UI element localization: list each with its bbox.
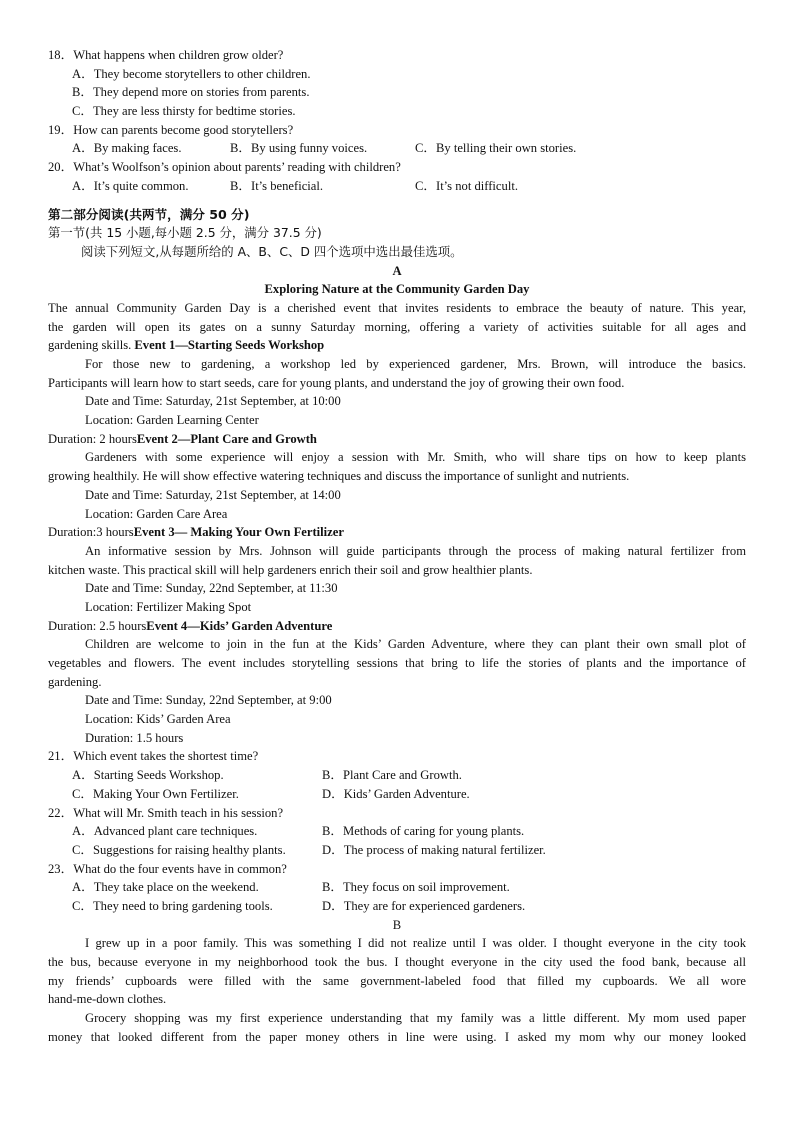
- question-21-options-row-2: [48, 785, 746, 804]
- event-1-location: Location: Garden Learning Center: [85, 413, 259, 428]
- question-21-option-b: B．Plant Care and Growth.: [322, 768, 462, 783]
- intro-text-end: gardening skills.: [48, 338, 135, 353]
- question-18-option-b: B．They depend more on stories from parents.: [72, 85, 310, 100]
- question-22-option-d: D．The process of making natural fertilizer.: [322, 842, 546, 857]
- question-21-option-d: D．Kids’ Garden Adventure.: [322, 786, 470, 801]
- event-4-title: Event 4—Kids’ Garden Adventure: [146, 618, 333, 633]
- question-20-option-b: B．It’s beneficial.: [230, 178, 324, 193]
- question-18-option-c: C．They are less thirsty for bedtime stories.: [72, 104, 296, 119]
- question-21-stem: 21．Which event takes the shortest time?: [48, 749, 259, 764]
- passage-a-intro-line-3: [48, 336, 746, 355]
- question-23-option-d: D．They are for experienced gardeners.: [322, 898, 526, 913]
- event-3-date: Date and Time: Sunday, 22nd September, at 11:30: [85, 581, 338, 596]
- question-20-option-a: A．It’s quite common.: [72, 178, 189, 193]
- event-3-duration: Duration: 2.5 hours: [48, 618, 147, 633]
- passage-a-title: Exploring Nature at the Community Garden Day: [264, 282, 530, 297]
- event-3-title: Event 3— Making Your Own Fertilizer: [133, 525, 344, 540]
- passage-b-p1-line-4: hand-me-down clothes.: [48, 992, 167, 1007]
- event-1-title: Event 1—Starting Seeds Workshop: [134, 338, 325, 353]
- question-22-option-c: C．Suggestions for raising healthy plants.: [72, 842, 286, 857]
- question-23-stem: 23．What do the four events have in common?: [48, 861, 287, 876]
- event-2-date: Date and Time: Saturday, 21st September, at 14:00: [85, 487, 341, 502]
- passage-b-p2-line-2: money that looked different from the paper money others in line were using. I asked my mom why our money looked: [48, 1029, 746, 1044]
- event-1-duration-line: [48, 430, 746, 449]
- passage-b-p1-line-3: my friends’ cupboards were filled with the same government-labeled food that filled my cupboards. We all wore: [48, 973, 746, 988]
- event-3-desc-line-2: kitchen waste. This practical skill will help gardeners enrich their soil and grow healthier plants.: [48, 562, 533, 577]
- question-20-option-c: C．It’s not difficult.: [415, 178, 518, 193]
- event-2-duration: Duration:3 hours: [48, 525, 134, 540]
- question-22-options-row-2: [48, 841, 746, 860]
- passage-b-p1-line-2: the bus, because everyone in my neighborhood took the bus. I thought everyone in the city used the food bank, because all: [48, 955, 746, 969]
- event-3-desc-line-1: An informative session by Mrs. Johnson will guide participants through the process of making natural fertilizer from: [85, 543, 746, 558]
- passage-a-intro-line-1: The annual Community Garden Day is a cherished event that invites residents to embrace the beauty of nature. This year,: [48, 300, 746, 315]
- question-21-options-row-1: [48, 766, 746, 785]
- event-1-desc-line-1: For those new to gardening, a workshop led by experienced gardener, Mrs. Brown, will introduce the basics.: [85, 357, 746, 371]
- question-18-option-a: A．They become storytellers to other children.: [72, 66, 311, 81]
- event-4-location: Location: Kids’ Garden Area: [85, 712, 231, 727]
- question-18-stem: 18．What happens when children grow older?: [48, 48, 284, 62]
- question-20-options: [48, 177, 746, 196]
- event-2-title: Event 2—Plant Care and Growth: [136, 431, 317, 446]
- event-3-duration-line: [48, 617, 746, 636]
- part-two-heading: 第二部分阅读(共两节，满分 50 分): [48, 206, 250, 222]
- question-23-option-b: B．They focus on soil improvement.: [322, 880, 510, 895]
- question-23-options-row-1: [48, 878, 746, 897]
- question-23-option-a: A．They take place on the weekend.: [72, 880, 259, 895]
- event-1-date: Date and Time: Saturday, 21st September, at 10:00: [85, 394, 341, 409]
- question-22-stem: 22．What will Mr. Smith teach in his session?: [48, 805, 284, 820]
- question-19-option-a: A．By making faces.: [72, 141, 182, 156]
- event-4-date: Date and Time: Sunday, 22nd September, at 9:00: [85, 693, 332, 708]
- event-4-desc-line-2: vegetables and flowers. The event includes storytelling sessions that bring to life the stories of plants and the importance of: [48, 656, 746, 670]
- question-22-option-b: B．Methods of caring for young plants.: [322, 824, 525, 839]
- question-19-options: [48, 139, 746, 158]
- event-1-duration: Duration: 2 hours: [48, 431, 137, 446]
- section-one-heading: 第一节(共 15 小题,每小题 2.5 分，满分 37.5 分): [48, 225, 322, 241]
- passage-b-letter: B: [392, 917, 402, 932]
- passage-b-p1-line-1: I grew up in a poor family. This was something I did not realize until I was older. I thought everyone in the city took: [85, 936, 746, 951]
- event-4-desc-line-3: gardening.: [48, 674, 102, 689]
- event-2-location: Location: Garden Care Area: [85, 506, 228, 521]
- event-2-desc-line-2: growing healthily. He will show effective watering techniques and discuss the importance of sunlight and nutrients.: [48, 469, 630, 484]
- question-22-options-row-1: [48, 822, 746, 841]
- event-2-duration-line: [48, 523, 746, 542]
- event-4-duration: Duration: 1.5 hours: [85, 730, 184, 745]
- event-2-desc-line-1: Gardeners with some experience will enjoy a session with Mr. Smith, who will share tips on how to keep plants: [85, 450, 746, 465]
- exam-page: [48, 46, 746, 1046]
- question-21-option-c: C．Making Your Own Fertilizer.: [72, 786, 239, 801]
- passage-a-intro-line-2: the garden will open its gates on a sunny Saturday morning, offering a variety of activities suitable for all ages and: [48, 319, 746, 334]
- question-21-option-a: A．Starting Seeds Workshop.: [72, 768, 224, 783]
- passage-b-p2-line-1: Grocery shopping was my first experience understanding that my family was a little different. My mom used paper: [85, 1011, 746, 1026]
- passage-a-letter: A: [392, 263, 402, 278]
- question-23-option-c: C．They need to bring gardening tools.: [72, 898, 273, 913]
- question-20-stem: 20．What’s Woolfson’s opinion about parents’ reading with children?: [48, 160, 401, 175]
- question-19-option-c: C．By telling their own stories.: [415, 141, 577, 156]
- event-4-desc-line-1: Children are welcome to join in the fun at the Kids’ Garden Adventure, where they can plant their own small plot of: [85, 637, 746, 652]
- question-23-options-row-2: [48, 897, 746, 916]
- event-1-desc-line-2: Participants will learn how to start seeds, care for young plants, and understand the joy of growing their own food.: [48, 375, 625, 390]
- question-22-option-a: A．Advanced plant care techniques.: [72, 824, 258, 839]
- event-3-location: Location: Fertilizer Making Spot: [85, 599, 252, 614]
- section-instruction: 阅读下列短文,从每题所给的 A、B、C、D 四个选项中选出最佳选项。: [81, 243, 463, 259]
- question-19-stem: 19．How can parents become good storytellers?: [48, 122, 294, 137]
- question-19-option-b: B．By using funny voices.: [230, 141, 368, 156]
